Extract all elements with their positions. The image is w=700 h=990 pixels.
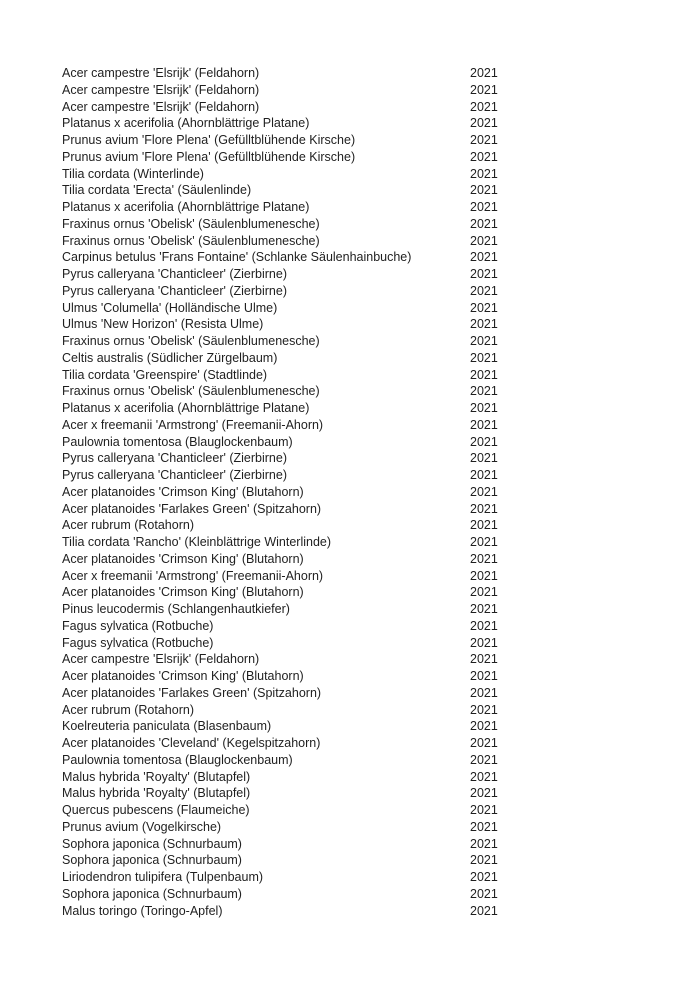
species-name: Acer platanoides 'Crimson King' (Blutahorn) — [62, 669, 304, 683]
species-name: Fraxinus ornus 'Obelisk' (Säulenblumenesche) — [62, 334, 320, 348]
table-row — [62, 82, 680, 99]
species-name: Pyrus calleryana 'Chanticleer' (Zierbirne) — [62, 267, 287, 281]
species-name: Quercus pubescens (Flaumeiche) — [62, 803, 250, 817]
planting-year: 2021 — [470, 803, 498, 817]
species-name: Acer platanoides 'Crimson King' (Blutahorn) — [62, 585, 304, 600]
table-row — [62, 115, 680, 132]
table-row — [62, 65, 680, 82]
species-name: Prunus avium (Vogelkirsche) — [62, 819, 222, 834]
table-row — [62, 735, 680, 752]
table-row — [62, 517, 680, 534]
table-row — [62, 166, 680, 183]
table-row — [62, 618, 680, 635]
species-name: Malus hybrida 'Royalty' (Blutapfel) — [62, 769, 251, 784]
species-name: Fraxinus ornus 'Obelisk' (Säulenblumenesche) — [62, 216, 320, 231]
table-row — [62, 702, 680, 719]
planting-year: 2021 — [470, 133, 498, 147]
planting-year: 2021 — [470, 501, 498, 516]
species-name: Malus toringo (Toringo-Apfel) — [62, 903, 223, 918]
species-name: Paulownia tomentosa (Blauglockenbaum) — [62, 434, 293, 449]
planting-year: 2021 — [470, 149, 498, 164]
planting-year: 2021 — [470, 618, 498, 633]
planting-year: 2021 — [470, 719, 498, 734]
table-row — [62, 99, 680, 116]
table-row — [62, 233, 680, 250]
planting-year: 2021 — [470, 116, 498, 131]
table-row — [62, 199, 680, 216]
species-name: Pyrus calleryana 'Chanticleer' (Zierbirne) — [62, 283, 287, 298]
table-row — [62, 333, 680, 350]
planting-year: 2021 — [470, 468, 498, 482]
planting-year: 2021 — [470, 350, 498, 365]
planting-year: 2021 — [470, 200, 498, 214]
planting-year: 2021 — [470, 267, 498, 281]
species-name: Liriodendron tulipifera (Tulpenbaum) — [62, 870, 264, 884]
planting-year: 2021 — [470, 417, 498, 432]
planting-year: 2021 — [470, 384, 498, 399]
planting-year: 2021 — [470, 283, 498, 298]
planting-year: 2021 — [470, 183, 498, 198]
table-row — [62, 752, 680, 769]
species-name: Koelreuteria paniculata (Blasenbaum) — [62, 719, 272, 734]
species-name: Tilia cordata 'Erecta' (Säulenlinde) — [62, 183, 252, 198]
species-name: Paulownia tomentosa (Blauglockenbaum) — [62, 752, 293, 767]
species-name: Acer platanoides 'Cleveland' (Kegelspitzahorn) — [62, 736, 321, 750]
species-name: Prunus avium 'Flore Plena' (Gefülltblühende Kirsche) — [62, 149, 356, 164]
species-name: Prunus avium 'Flore Plena' (Gefülltblühende Kirsche) — [62, 133, 356, 147]
table-row — [62, 819, 680, 836]
planting-year: 2021 — [470, 166, 498, 181]
table-row — [62, 685, 680, 702]
species-name: Sophora japonica (Schnurbaum) — [62, 886, 242, 901]
planting-year: 2021 — [470, 334, 498, 348]
planting-year: 2021 — [470, 451, 498, 466]
species-name: Platanus x acerifolia (Ahornblättrige Platane) — [62, 116, 310, 131]
table-row — [62, 350, 680, 367]
planting-year: 2021 — [470, 434, 498, 449]
table-row — [62, 668, 680, 685]
species-name: Acer platanoides 'Crimson King' (Blutahorn) — [62, 551, 304, 566]
planting-year: 2021 — [470, 82, 498, 97]
table-row — [62, 266, 680, 283]
planting-year: 2021 — [470, 401, 498, 415]
table-row — [62, 467, 680, 484]
species-name: Sophora japonica (Schnurbaum) — [62, 836, 242, 851]
planting-year: 2021 — [470, 568, 498, 583]
planting-year: 2021 — [470, 635, 498, 650]
species-name: Acer campestre 'Elsrijk' (Feldahorn) — [62, 82, 260, 97]
table-row — [62, 249, 680, 266]
planting-year: 2021 — [470, 250, 498, 265]
table-row — [62, 450, 680, 467]
species-name: Tilia cordata 'Greenspire' (Stadtlinde) — [62, 367, 268, 382]
planting-year: 2021 — [470, 585, 498, 600]
species-name: Fraxinus ornus 'Obelisk' (Säulenblumenesche) — [62, 384, 320, 399]
species-name: Tilia cordata (Winterlinde) — [62, 166, 204, 181]
table-row — [62, 383, 680, 400]
planting-year: 2021 — [470, 535, 498, 549]
planting-year: 2021 — [470, 367, 498, 382]
species-name: Celtis australis (Südlicher Zürgelbaum) — [62, 350, 278, 365]
table-row — [62, 434, 680, 451]
planting-year: 2021 — [470, 602, 498, 616]
table-row — [62, 785, 680, 802]
table-row — [62, 132, 680, 149]
species-name: Carpinus betulus 'Frans Fontaine' (Schlanke Säulenhainbuche) — [62, 250, 412, 265]
planting-year: 2021 — [470, 233, 498, 248]
planting-year: 2021 — [470, 216, 498, 231]
planting-year: 2021 — [470, 853, 498, 868]
species-name: Acer campestre 'Elsrijk' (Feldahorn) — [62, 66, 260, 80]
species-name: Acer platanoides 'Crimson King' (Blutahorn) — [62, 484, 304, 499]
species-name: Tilia cordata 'Rancho' (Kleinblättrige Winterlinde) — [62, 535, 332, 549]
planting-year: 2021 — [470, 652, 498, 667]
planting-year: 2021 — [470, 484, 498, 499]
table-row — [62, 568, 680, 585]
table-row — [62, 769, 680, 786]
species-name: Sophora japonica (Schnurbaum) — [62, 853, 242, 868]
planting-year: 2021 — [470, 551, 498, 566]
species-name: Acer campestre 'Elsrijk' (Feldahorn) — [62, 99, 260, 114]
planting-year: 2021 — [470, 702, 498, 717]
species-name: Platanus x acerifolia (Ahornblättrige Platane) — [62, 401, 310, 415]
table-row — [62, 802, 680, 819]
table-row — [62, 584, 680, 601]
species-name: Ulmus 'Columella' (Holländische Ulme) — [62, 300, 278, 315]
planting-year: 2021 — [470, 518, 498, 533]
table-row — [62, 149, 680, 166]
table-row — [62, 852, 680, 869]
table-row — [62, 551, 680, 568]
species-name: Platanus x acerifolia (Ahornblättrige Platane) — [62, 200, 310, 214]
species-name: Acer campestre 'Elsrijk' (Feldahorn) — [62, 652, 260, 667]
species-name: Acer rubrum (Rotahorn) — [62, 518, 194, 533]
table-row — [62, 836, 680, 853]
planting-year: 2021 — [470, 886, 498, 901]
planting-year: 2021 — [470, 836, 498, 851]
planting-year: 2021 — [470, 752, 498, 767]
table-row — [62, 367, 680, 384]
table-row — [62, 283, 680, 300]
species-name: Acer x freemanii 'Armstrong' (Freemanii-Ahorn) — [62, 568, 324, 583]
planting-year: 2021 — [470, 685, 498, 700]
table-row — [62, 886, 680, 903]
planting-year: 2021 — [470, 300, 498, 315]
table-row — [62, 300, 680, 317]
species-name: Malus hybrida 'Royalty' (Blutapfel) — [62, 786, 251, 801]
species-name: Pyrus calleryana 'Chanticleer' (Zierbirne) — [62, 468, 287, 482]
species-name: Pinus leucodermis (Schlangenhautkiefer) — [62, 602, 290, 616]
table-row — [62, 601, 680, 618]
species-name: Fraxinus ornus 'Obelisk' (Säulenblumenesche) — [62, 233, 320, 248]
planting-year: 2021 — [470, 903, 498, 918]
tree-list — [62, 65, 680, 919]
species-name: Acer platanoides 'Farlakes Green' (Spitzahorn) — [62, 685, 322, 700]
species-name: Pyrus calleryana 'Chanticleer' (Zierbirne) — [62, 451, 287, 466]
planting-year: 2021 — [470, 66, 498, 80]
planting-year: 2021 — [470, 317, 498, 332]
table-row — [62, 182, 680, 199]
species-name: Acer platanoides 'Farlakes Green' (Spitzahorn) — [62, 501, 322, 516]
table-row — [62, 216, 680, 233]
planting-year: 2021 — [470, 819, 498, 834]
table-row — [62, 501, 680, 518]
table-row — [62, 316, 680, 333]
planting-year: 2021 — [470, 769, 498, 784]
species-name: Acer x freemanii 'Armstrong' (Freemanii-Ahorn) — [62, 417, 324, 432]
planting-year: 2021 — [470, 786, 498, 801]
table-row — [62, 903, 680, 920]
table-row — [62, 869, 680, 886]
planting-year: 2021 — [470, 99, 498, 114]
table-row — [62, 534, 680, 551]
table-row — [62, 417, 680, 434]
species-name: Fagus sylvatica (Rotbuche) — [62, 635, 214, 650]
table-row — [62, 400, 680, 417]
species-name: Fagus sylvatica (Rotbuche) — [62, 618, 214, 633]
species-name: Ulmus 'New Horizon' (Resista Ulme) — [62, 317, 264, 332]
table-row — [62, 718, 680, 735]
table-row — [62, 635, 680, 652]
table-row — [62, 651, 680, 668]
planting-year: 2021 — [470, 669, 498, 683]
planting-year: 2021 — [470, 736, 498, 750]
planting-year: 2021 — [470, 870, 498, 884]
species-name: Acer rubrum (Rotahorn) — [62, 702, 194, 717]
table-row — [62, 484, 680, 501]
